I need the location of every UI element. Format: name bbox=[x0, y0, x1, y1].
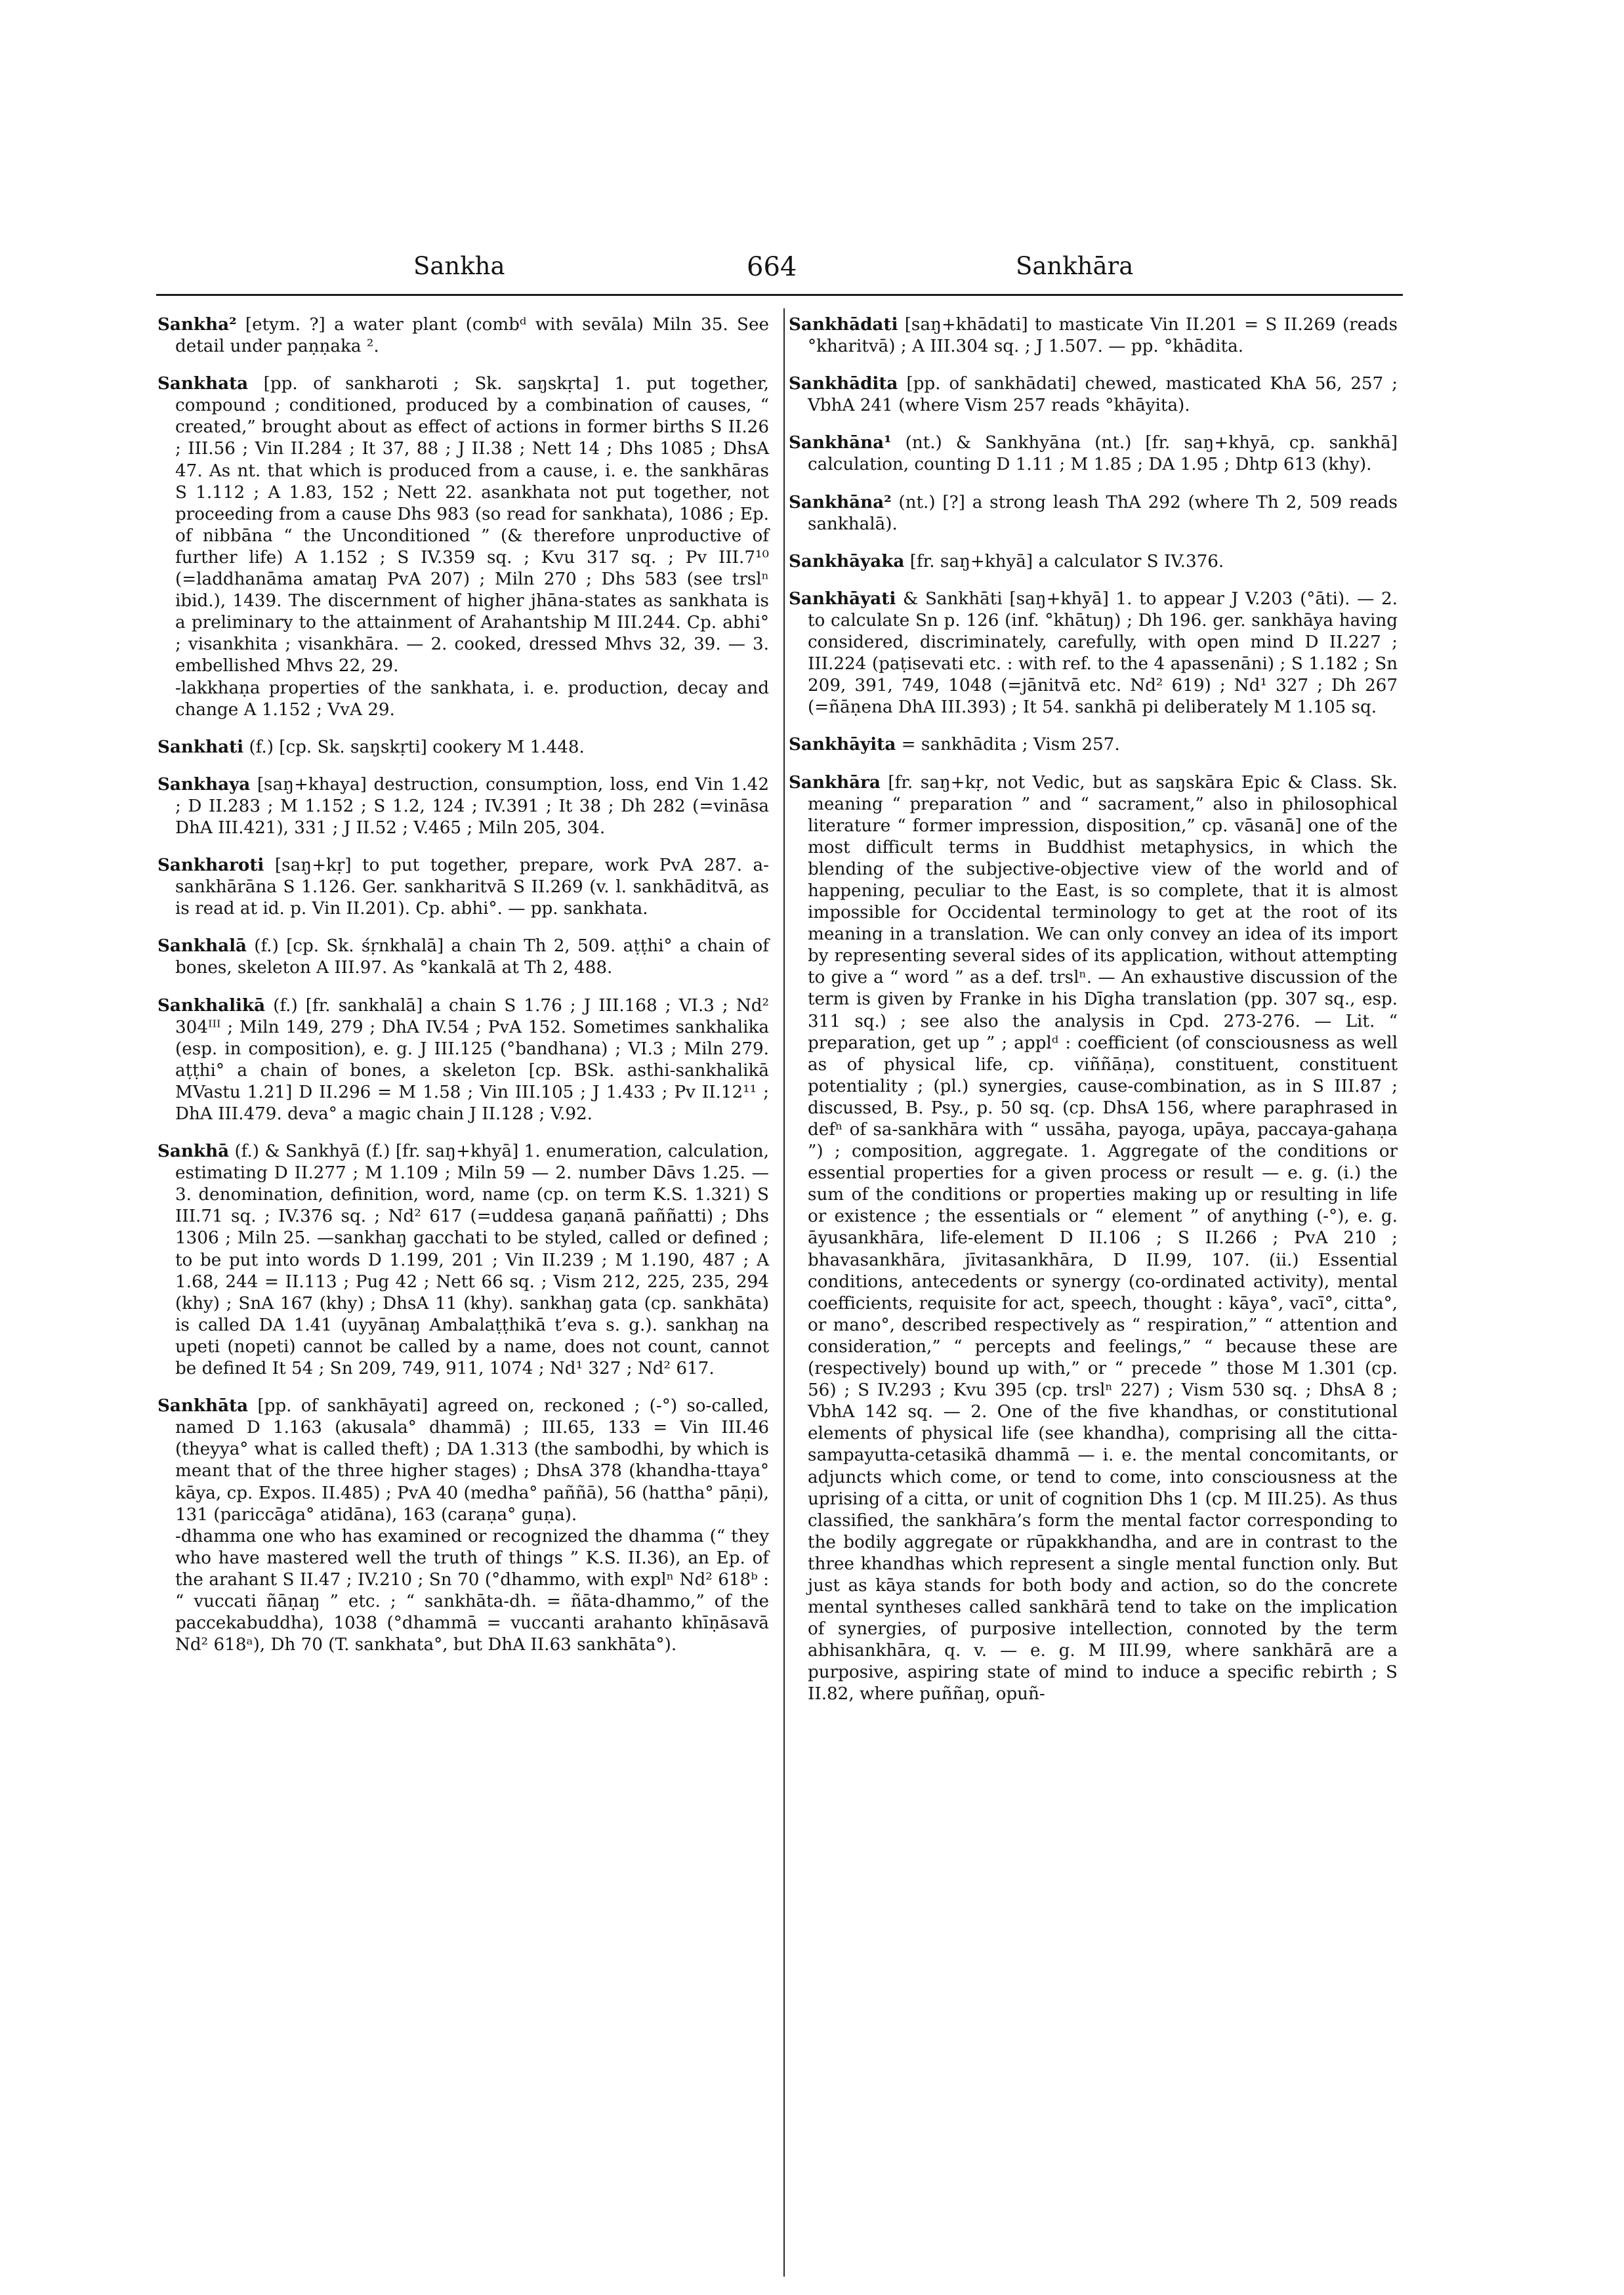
dictionary-entry bbox=[157, 736, 769, 758]
header-rule bbox=[156, 294, 1403, 296]
dictionary-entry bbox=[157, 935, 769, 979]
entry-headword: Sankhalā bbox=[157, 936, 247, 957]
entry-paragraph bbox=[789, 432, 1398, 476]
page-number: 664 bbox=[747, 252, 797, 282]
entry-headword: Sankhāna¹ bbox=[789, 432, 892, 453]
dictionary-entry bbox=[789, 772, 1398, 1706]
entry-paragraph bbox=[789, 772, 1398, 1706]
entry-paragraph bbox=[157, 995, 769, 1126]
entry-definition: (nt.) & Sankhyāna (nt.) [fr. saŋ+khyā, cp. sankhā] calculation, counting D 1.11 ; M 1.85 ; DA 1.95 ; Dhtp 613 (khy). bbox=[808, 433, 1398, 475]
entry-headword: Sankhalikā bbox=[157, 995, 266, 1016]
entry-definition: [pp. of sankhādati] chewed, masticated KhA 56, 257 ; VbhA 241 (where Vism 257 reads °khāyita). bbox=[808, 374, 1398, 416]
entry-definition: [fr. saŋ+kṛ, not Vedic, but as saŋskāra Epic & Class. Sk. meaning “ preparation ” and “ sacrament,” also in philosophical literature “ former impression, disposition,” cp. vāsanā] one of the most difficult terms in Buddhist metaphysics, in which the blending of the subjective-objective view of the world and of happening, peculiar to the East, is so complete, that it is almost impossible for Occidental terminology to get at the root of its meaning in a translation. We can only convey an idea of its import by representing several sides of its application, without attempting to give a “ word ” as a def. trslⁿ. — An exhaustive discussion of the term is given by Franke in his Dīgha translation (pp. 307 sq., esp. 311 sq.) ; see also the analysis in Cpd. 273-276. — Lit. “ preparation, get up ” ; applᵈ : coefficient (of consciousness as well as of physical life, cp. viññāṇa), constituent, constituent potentiality ; (pl.) synergies, cause-combination, as in S III.87 ; discussed, B. Psy., p. 50 sq. (cp. DhsA 156, where paraphrased in defⁿ of sa-sankhāra with “ ussāha, payoga, upāya, paccaya-gahaṇa ”) ; composition, aggregate. 1. Aggregate of the conditions or essential properties for a given process or result — e. g. (i.) the sum of the conditions or properties making up or resulting in life or existence ; the essentials or “ element ” of anything (-°), e. g. āyusankhāra, life-element D II.106 ; S II.266 ; PvA 210 ; bhavasankhāra, jīvitasankhāra, D II.99, 107. (ii.) Essential conditions, antecedents or synergy (co-ordinated activity), mental coefficients, requisite for act, speech, thought : kāya°, vacī°, citta°, or mano°, described respectively as “ respiration,” “ attention and consideration,” “ percepts and feelings,” “ because these are (respectively) bound up with,” or “ precede ” those M 1.301 (cp. 56) ; S IV.293 ; Kvu 395 (cp. trslⁿ 227) ; Vism 530 sq. ; DhsA 8 ; VbhA 142 sq. — 2. One of the five khandhas, or constitutional elements of physical life (see khandha), comprising all the citta-sampayutta-cetasikā dhammā — i. e. the mental concomitants, or adjuncts which come, or tend to come, into consciousness at the uprising of a citta, or unit of cognition Dhs 1 (cp. M III.25). As thus classified, the sankhāra’s form the mental factor corresponding to the bodily aggregate or rūpakkhandha, and are in contrast to the three khandhas which represent a single mental function only. But just as kāya stands for both body and action, so do the concrete mental syntheses called sankhārā tend to take on the implication of synergies, of purposive intellection, connoted by the term abhisankhāra, q. v. — e. g. M III.99, where sankhārā are a purposive, aspiring state of mind to induce a specific rebirth ; S II.82, where puññaŋ, opuñ- bbox=[808, 772, 1398, 1705]
entry-definition: (f.) [cp. Sk. saŋskṛti] cookery M 1.448. bbox=[243, 737, 585, 757]
entry-headword: Sankhata bbox=[157, 373, 249, 394]
entry-paragraph bbox=[789, 491, 1398, 535]
dictionary-entry bbox=[157, 995, 769, 1126]
entry-paragraph bbox=[157, 854, 769, 920]
entry-paragraph bbox=[789, 734, 1398, 756]
dictionary-entry bbox=[789, 432, 1398, 476]
dictionary-entry bbox=[157, 373, 769, 721]
entry-paragraph bbox=[789, 550, 1398, 573]
entry-headword: Sankhaya bbox=[157, 774, 251, 795]
entry-headword: Sankharoti bbox=[157, 855, 264, 876]
entry-compound: -lakkhaṇa properties of the sankhata, i. e. production, decay and change A 1.152 ; VvA 29. bbox=[175, 678, 769, 720]
entry-compound: -dhamma one who has examined or recognized the dhamma (“ they who have mastered well the truth of things ” K.S. II.36), an Ep. of the arahant S II.47 ; IV.210 ; Sn 70 (°dhammo, with explⁿ Nd² 618ᵇ : “ vuccati ñāṇaŋ ” etc. ; “ sankhāta-dh. = ñāta-dhammo,” of the paccekabuddha), 1038 (°dhammā = vuccanti arahanto khīṇāsavā Nd² 618ᵃ), Dh 70 (T. sankhata°, but DhA II.63 sankhāta°). bbox=[175, 1526, 769, 1655]
entry-paragraph bbox=[157, 935, 769, 979]
dictionary-entry bbox=[789, 734, 1398, 756]
entry-definition: [saŋ+khaya] destruction, consumption, loss, end Vin 1.42 ; D II.283 ; M 1.152 ; S 1.2, 124 ; IV.391 ; It 38 ; Dh 282 (=vināsa DhA III.421), 331 ; J II.52 ; V.465 ; Miln 205, 304. bbox=[175, 774, 769, 838]
entry-headword: Sankhā bbox=[157, 1141, 230, 1162]
entry-definition: = sankhādita ; Vism 257. bbox=[896, 735, 1120, 755]
left-column bbox=[157, 314, 769, 1671]
entry-paragraph bbox=[789, 314, 1398, 358]
entry-paragraph bbox=[157, 373, 769, 677]
right-column bbox=[789, 314, 1398, 1721]
entry-headword: Sankhādita bbox=[789, 373, 898, 394]
dictionary-entry bbox=[789, 373, 1398, 417]
entry-definition: [saŋ+kṛ] to put together, prepare, work PvA 287. a-sankhārāna S 1.126. Ger. sankharitvā S II.269 (v. l. sankhāditvā, as is read at id. p. Vin II.201). Cp. abhi°. — pp. sankhata. bbox=[175, 856, 769, 919]
entry-headword: Sankhāna² bbox=[789, 491, 892, 512]
entry-headword: Sankhāta bbox=[157, 1396, 249, 1416]
dictionary-entry bbox=[789, 314, 1398, 358]
entry-definition: [pp. of sankharoti ; Sk. saŋskṛta] 1. put together, compound ; conditioned, produced by a combination of causes, “ created,” brought about as effect of actions in former births S II.26 ; III.56 ; Vin II.284 ; It 37, 88 ; J II.38 ; Nett 14 ; Dhs 1085 ; DhsA 47. As nt. that which is produced from a cause, i. e. the sankhāras S 1.112 ; A 1.83, 152 ; Nett 22. asankhata not put together, not proceeding from a cause Dhs 983 (so read for sankhata), 1086 ; Ep. of nibbāna “ the Unconditioned ” (& therefore unproductive of further life) A 1.152 ; S IV.359 sq. ; Kvu 317 sq. ; Pv III.7¹⁰ (=laddhanāma amataŋ PvA 207) ; Miln 270 ; Dhs 583 (see trslⁿ ibid.), 1439. The discernment of higher jhāna-states as sankhata is a preliminary to the attainment of Arahantship M III.244. Cp. abhi° ; visankhita ; visankhāra. — 2. cooked, dressed Mhvs 32, 39. — 3. embellished Mhvs 22, 29. bbox=[175, 374, 769, 676]
page-header bbox=[0, 252, 1624, 291]
dictionary-entry bbox=[789, 588, 1398, 719]
dictionary-entry bbox=[157, 314, 769, 358]
entry-definition: [saŋ+khādati] to masticate Vin II.201 = S II.269 (reads °kharitvā) ; A III.304 sq. ; J 1.507. — pp. °khādita. bbox=[808, 315, 1398, 357]
entry-paragraph bbox=[789, 373, 1398, 417]
entry-definition: [etym. ?] a water plant (combᵈ with sevāla) Miln 35. See detail under paṇṇaka ². bbox=[175, 315, 769, 357]
dictionary-entry bbox=[789, 491, 1398, 535]
entry-headword: Sankhāyita bbox=[789, 734, 896, 755]
entry-definition: (nt.) [?] a strong leash ThA 292 (where Th 2, 509 reads sankhalā). bbox=[808, 492, 1398, 534]
entry-definition: (f.) [cp. Sk. śṛnkhalā] a chain Th 2, 509. aṭṭhi° a chain of bones, skeleton A III.97. As °kankalā at Th 2, 488. bbox=[175, 936, 769, 978]
entry-definition: [pp. of sankhāyati] agreed on, reckoned ; (-°) so-called, named D 1.163 (akusala° dhammā) ; III.65, 133 = Vin III.46 (theyya° what is called theft) ; DA 1.313 (the sambodhi, by which is meant that of the three higher stages) ; DhsA 378 (khandha-ttaya° kāya, cp. Expos. II.485) ; PvA 40 (medha° paññā), 56 (hattha° pāṇi), 131 (pariccāga° atidāna), 163 (caraṇa° guṇa). bbox=[175, 1396, 769, 1525]
column-divider bbox=[783, 308, 785, 2277]
entry-paragraph bbox=[157, 774, 769, 839]
entry-paragraph bbox=[789, 588, 1398, 719]
entry-definition: & Sankhāti [saŋ+khyā] 1. to appear J V.203 (°āti). — 2. to calculate Sn p. 126 (inf. °khātuŋ) ; Dh 196. ger. sankhāya having considered, discriminately, carefully, with open mind D II.227 ; III.224 (paṭisevati etc. : with ref. to the 4 apassenāni) ; S 1.182 ; Sn 209, 391, 749, 1048 (=jānitvā etc. Nd² 619) ; Nd¹ 327 ; Dh 267 (=ñāṇena DhA III.393) ; It 54. sankhā pi deliberately M 1.105 sq. bbox=[808, 589, 1398, 718]
dictionary-entry bbox=[157, 1140, 769, 1380]
entry-headword: Sankha² bbox=[157, 314, 237, 335]
entry-headword: Sankhati bbox=[157, 736, 244, 757]
entry-headword: Sankhāyaka bbox=[789, 550, 905, 571]
dictionary-entry bbox=[789, 550, 1398, 573]
entry-paragraph bbox=[157, 1140, 769, 1380]
entry-paragraph bbox=[157, 736, 769, 758]
running-head-left: Sankha bbox=[413, 252, 505, 280]
dictionary-entry bbox=[157, 774, 769, 839]
running-head-right: Sankhāra bbox=[1016, 252, 1134, 280]
dictionary-entry bbox=[157, 1395, 769, 1656]
entry-headword: Sankhāra bbox=[789, 772, 881, 793]
entry-definition: (f.) [fr. sankhalā] a chain S 1.76 ; J III.168 ; VI.3 ; Nd² 304ᴵᴵᴵ ; Miln 149, 279 ; DhA IV.54 ; PvA 152. Sometimes sankhalika (esp. in composition), e. g. J III.125 (°bandhana) ; VI.3 ; Miln 279. aṭṭhi° a chain of bones, a skeleton [cp. BSk. asthi-sankhalikā MVastu 1.21] D II.296 = M 1.58 ; Vin III.105 ; J 1.433 ; Pv II.12¹¹ ; DhA III.479. deva° a magic chain J II.128 ; V.92. bbox=[175, 995, 769, 1124]
dictionary-entry bbox=[157, 854, 769, 920]
entry-paragraph bbox=[157, 314, 769, 358]
entry-headword: Sankhādati bbox=[789, 314, 898, 335]
entry-definition: [fr. saŋ+khyā] a calculator S IV.376. bbox=[904, 551, 1224, 571]
entry-paragraph bbox=[157, 1395, 769, 1526]
entry-definition: (f.) & Sankhyā (f.) [fr. saŋ+khyā] 1. enumeration, calculation, estimating D II.277 ; M 1.109 ; Miln 59 — 2. number Dāvs 1.25. — 3. denomination, definition, word, name (cp. on term K.S. 1.321) S III.71 sq. ; IV.376 sq. ; Nd² 617 (=uddesa gaṇanā paññatti) ; Dhs 1306 ; Miln 25. —sankhaŋ gacchati to be styled, called or defined ; to be put into words D 1.199, 201 ; Vin II.239 ; M 1.190, 487 ; A 1.68, 244 = II.113 ; Pug 42 ; Nett 66 sq. ; Vism 212, 225, 235, 294 (khy) ; SnA 167 (khy) ; DhsA 11 (khy). sankhaŋ gata (cp. sankhāta) is called DA 1.41 (uyyānaŋ Ambalaṭṭhikā t’eva s. g.). sankhaŋ na upeti (nopeti) cannot be called by a name, does not count, cannot be defined It 54 ; Sn 209, 749, 911, 1074 ; Nd¹ 327 ; Nd² 617. bbox=[175, 1142, 769, 1379]
entry-headword: Sankhāyati bbox=[789, 588, 896, 609]
